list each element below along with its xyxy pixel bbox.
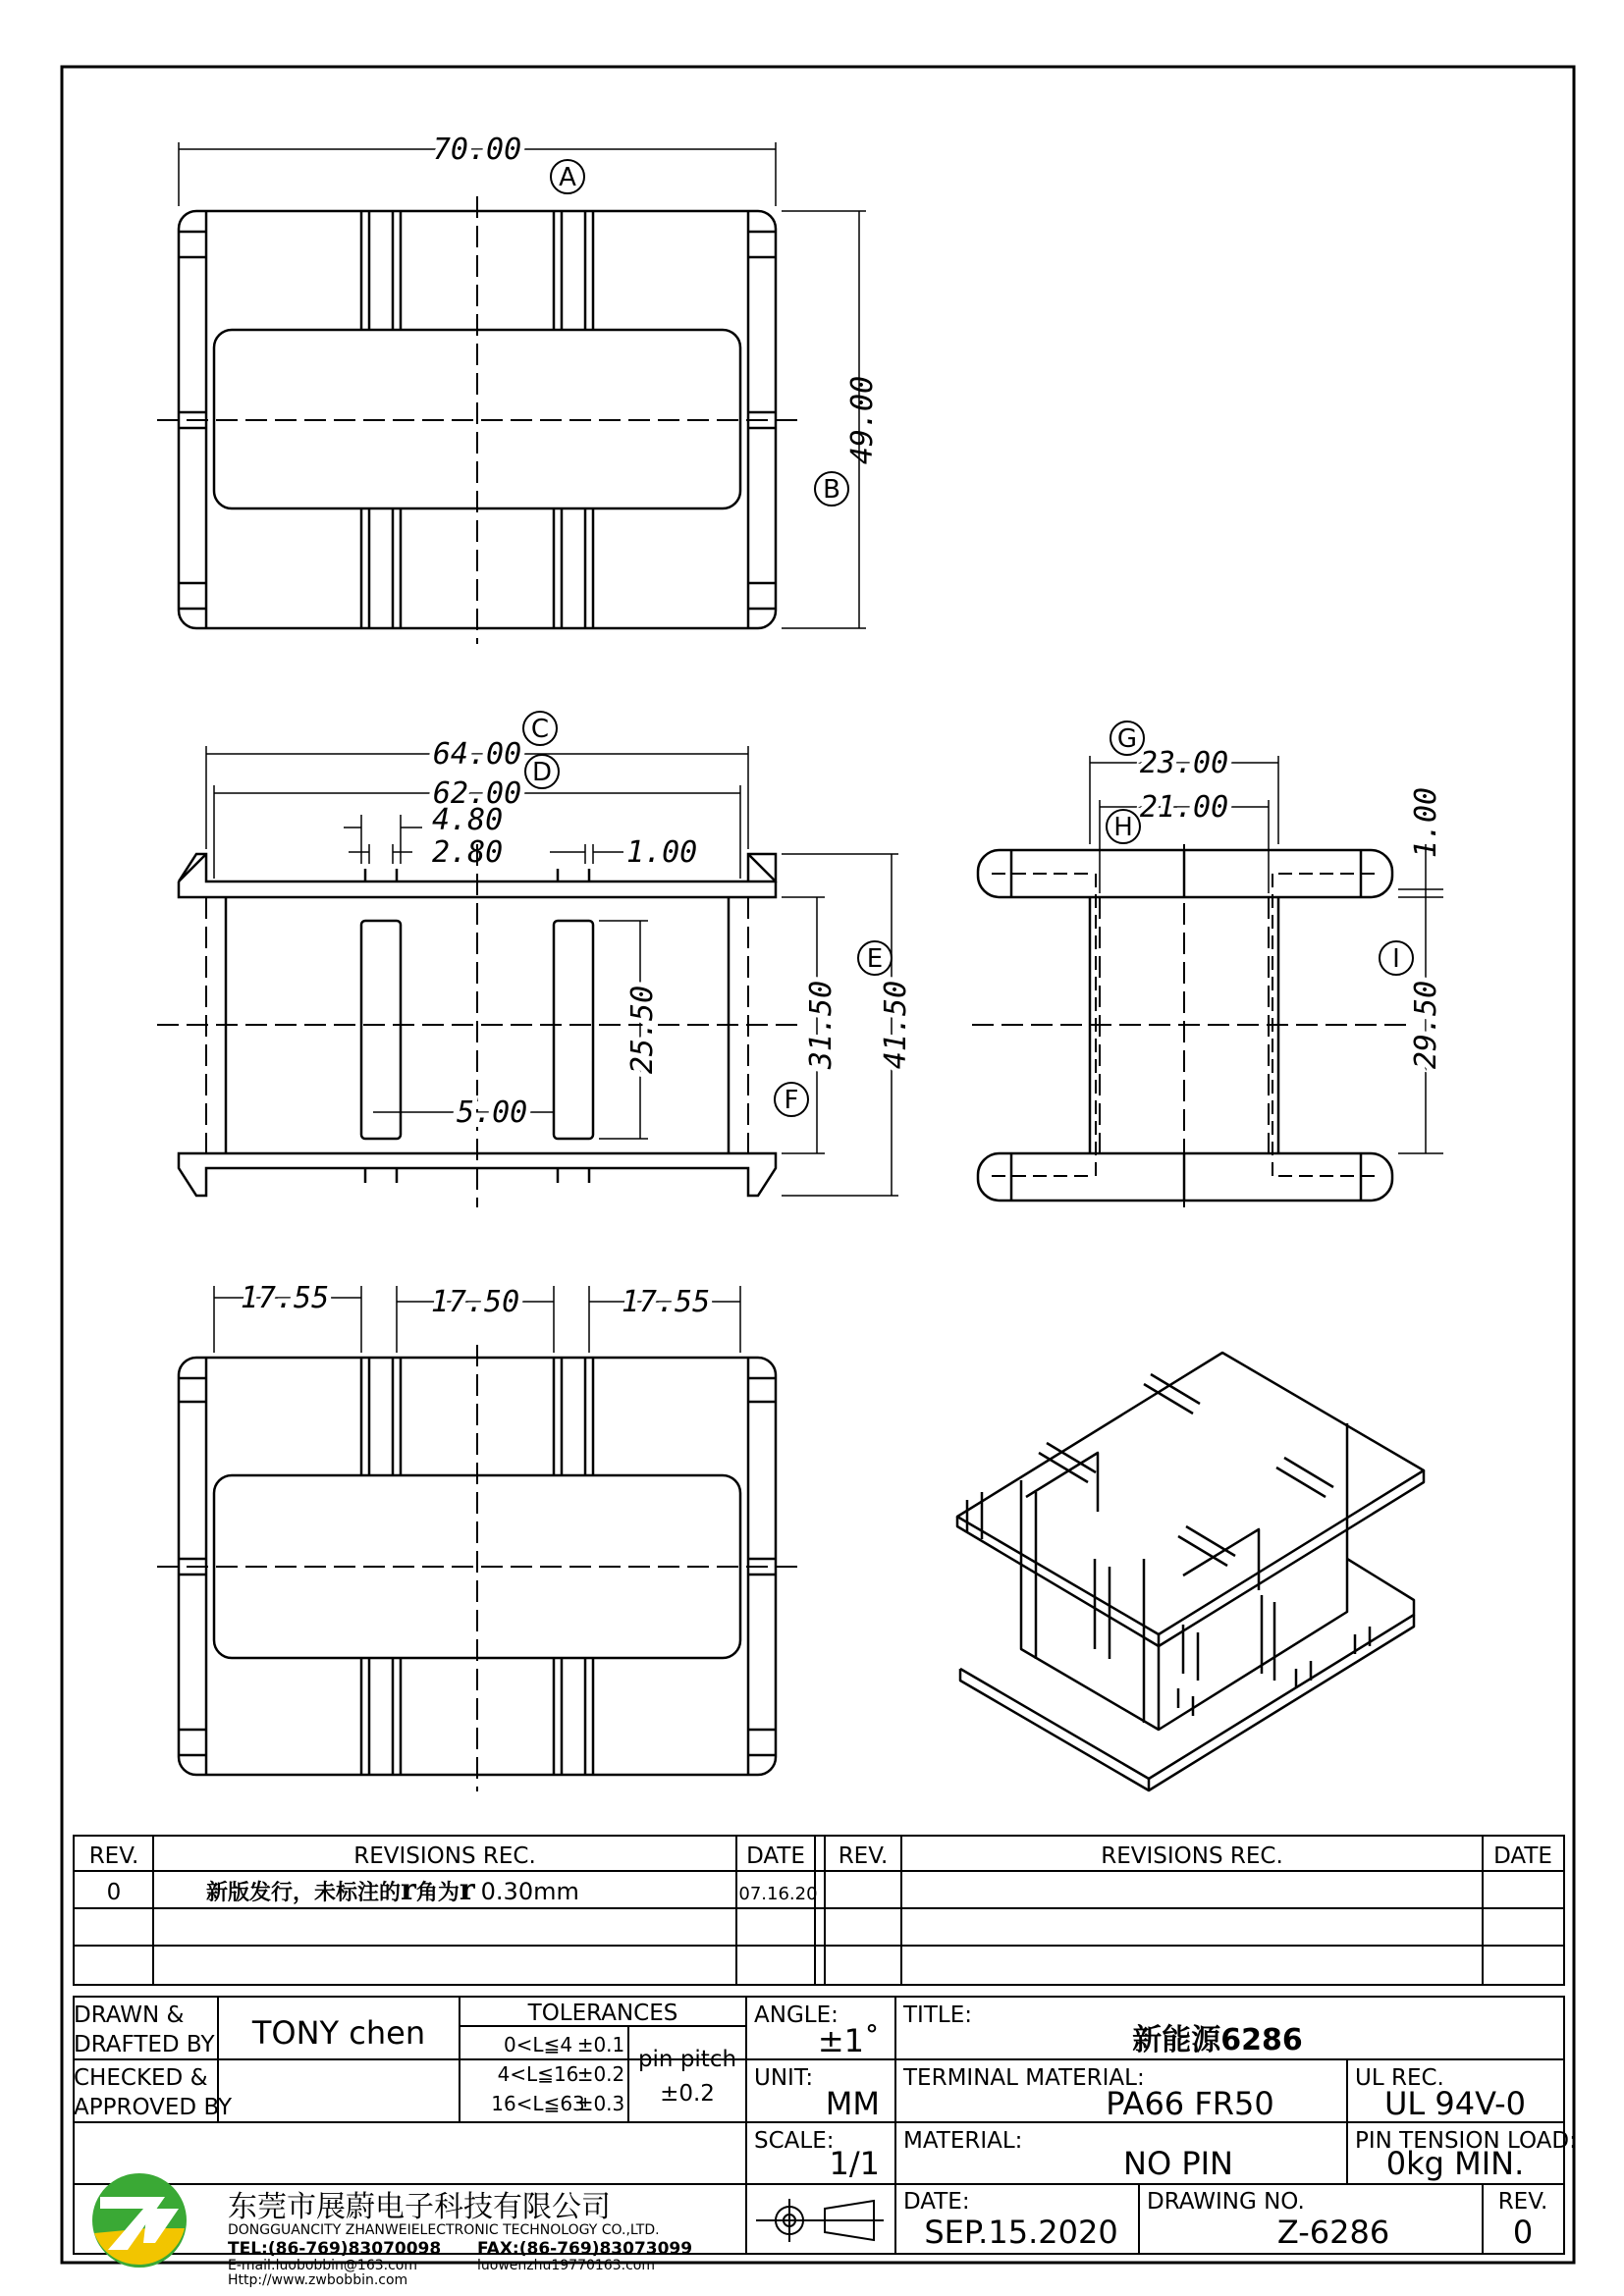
- dim-pitch-2: 17.50: [430, 1285, 520, 1319]
- scale-value: 1/1: [829, 2145, 880, 2182]
- dim-flange-t: 1.00: [1409, 786, 1443, 859]
- checked-label-1: CHECKED &: [74, 2065, 208, 2091]
- rev-row-date: '07.16.20: [733, 1884, 818, 1904]
- drawn-label-1: DRAWN &: [74, 2002, 185, 2028]
- drawing-no-value: Z-6286: [1276, 2214, 1390, 2251]
- dim-window-h: 25.50: [625, 985, 660, 1075]
- drawn-label-2: DRAFTED BY: [74, 2032, 215, 2057]
- dim-c-width: 64.00: [432, 737, 522, 772]
- dim-i-height: 29.50: [1409, 980, 1443, 1070]
- callout-h-label: H: [1113, 813, 1133, 842]
- tension-value: 0kg MIN.: [1385, 2145, 1525, 2182]
- title-value: 新能源6286: [1132, 2023, 1303, 2057]
- pin-pitch-label: pin pitch: [637, 2047, 737, 2072]
- company-logo-icon: [92, 2173, 187, 2268]
- projection-symbol-icon: [756, 2199, 884, 2242]
- rev-header-rec-2: REVISIONS REC.: [1101, 1843, 1283, 1869]
- dim-pitch-1: 17.55: [240, 1281, 330, 1315]
- drawing-border: [62, 67, 1574, 2263]
- material-value: NO PIN: [1123, 2145, 1233, 2182]
- angle-label: ANGLE:: [754, 2002, 839, 2028]
- unit-label: UNIT:: [754, 2065, 814, 2091]
- tolerances-label: TOLERANCES: [527, 2001, 678, 2026]
- isometric-view: [957, 1353, 1424, 1790]
- unit-value: MM: [825, 2085, 880, 2122]
- ul-value: UL 94V-0: [1383, 2085, 1527, 2122]
- bottom-view: [157, 1286, 797, 1791]
- rev-header-rec-1: REVISIONS REC.: [353, 1843, 536, 1869]
- dim-d-width: 62.00: [432, 776, 522, 811]
- dim-h-width: 21.00: [1139, 790, 1229, 825]
- rev-row-text: 新版发行，未标注的r角为r 0.30mm: [206, 1873, 579, 1907]
- callout-b-label: B: [823, 475, 840, 505]
- rev-header-rev-2: REV.: [838, 1843, 889, 1869]
- company-web: Http://www.zwbobbin.com: [228, 2272, 408, 2288]
- rev-value: 0: [1512, 2214, 1534, 2251]
- company-email: E-mail:luobobbin@163.com: [228, 2258, 417, 2273]
- company-name-cn: 东莞市展蔚电子科技有限公司: [228, 2190, 611, 2224]
- checked-label-2: APPROVED BY: [74, 2095, 233, 2120]
- rev-row-rev: 0: [106, 1880, 122, 1905]
- pin-pitch-tol: ±0.2: [660, 2081, 715, 2107]
- dim-b-height: 49.00: [845, 375, 880, 465]
- drawn-by: TONY chen: [251, 2014, 426, 2052]
- tol-range-2: 4<L≦16: [497, 2062, 579, 2086]
- scale-label: SCALE:: [754, 2128, 835, 2154]
- angle-value: ±1˚: [817, 2022, 880, 2059]
- rev-label: REV.: [1497, 2189, 1548, 2215]
- company-tel: TEL:(86-769)83070098: [228, 2239, 442, 2259]
- ul-label: UL REC.: [1355, 2065, 1444, 2091]
- company-email-2: luowenzhu19770163.com: [477, 2258, 655, 2273]
- tol-range-1: 0<L≦4: [503, 2033, 573, 2056]
- terminal-label: TERMINAL MATERIAL:: [903, 2065, 1145, 2091]
- tension-label: PIN TENSION LOAD:: [1355, 2128, 1577, 2154]
- dim-window-w: 5.00: [457, 1095, 528, 1130]
- company-name-en: DONGGUANCITY ZHANWEIELECTRONIC TECHNOLOGY CO.,LTD.: [228, 2222, 660, 2238]
- dim-slot-inner: 2.80: [432, 835, 504, 870]
- company-fax: FAX:(86-769)83073099: [477, 2239, 693, 2259]
- tol-value-3: ±0.3: [576, 2092, 625, 2115]
- callout-g-label: G: [1116, 724, 1138, 754]
- dim-pitch-3: 17.55: [621, 1285, 711, 1319]
- material-label: MATERIAL:: [903, 2128, 1023, 2154]
- dim-slot-outer: 4.80: [432, 803, 504, 837]
- dim-rib: 1.00: [626, 835, 698, 870]
- callout-f-label: F: [784, 1086, 799, 1115]
- tol-value-2: ±0.2: [576, 2062, 625, 2086]
- terminal-value: PA66 FR50: [1106, 2085, 1274, 2122]
- dim-g-width: 23.00: [1139, 746, 1229, 780]
- tol-range-3: 16<L≦63: [491, 2092, 585, 2115]
- tol-value-1: ±0.1: [576, 2033, 625, 2056]
- callout-e-label: E: [866, 944, 884, 974]
- dim-f-height: 31.50: [804, 980, 839, 1070]
- dim-a-width: 70.00: [432, 133, 522, 167]
- revisions-table: [74, 1836, 1564, 1985]
- callout-i-label: I: [1392, 944, 1400, 974]
- rev-header-date-1: DATE: [746, 1843, 805, 1869]
- rev-header-rev-1: REV.: [88, 1843, 139, 1869]
- front-view: [157, 746, 898, 1207]
- callout-c-label: C: [530, 715, 550, 744]
- title-label: TITLE:: [903, 2002, 972, 2028]
- callout-a-label: A: [559, 163, 576, 192]
- drawing-no-label: DRAWING NO.: [1147, 2189, 1305, 2215]
- dim-e-height: 41.50: [879, 980, 913, 1070]
- date-label: DATE:: [903, 2189, 970, 2215]
- rev-header-date-2: DATE: [1493, 1843, 1552, 1869]
- top-view: [157, 142, 866, 644]
- date-value: SEP.15.2020: [924, 2214, 1118, 2251]
- callout-d-label: D: [531, 758, 553, 787]
